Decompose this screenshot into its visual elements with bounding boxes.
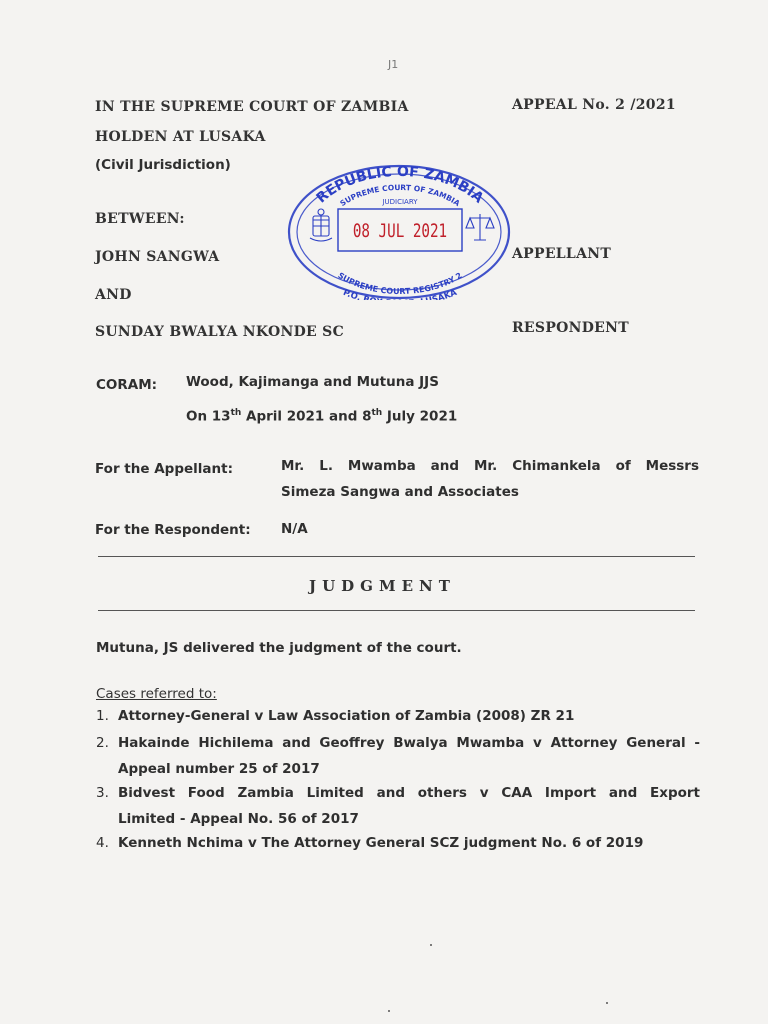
and-label: AND	[95, 287, 132, 303]
respondent-counsel-value: N/A	[281, 521, 308, 537]
coram-label: CORAM:	[96, 377, 158, 393]
cases-heading: Cases referred to:	[96, 686, 217, 702]
delivered-by: Mutuna, JS delivered the judgment of the court.	[96, 640, 462, 656]
respondent-counsel-label: For the Respondent:	[95, 522, 251, 538]
court-stamp	[286, 160, 512, 300]
respondent-role: RESPONDENT	[512, 320, 629, 336]
case-item-2: 2. Hakainde Hichilema and Geoffrey Bwalya Mwamba v Attorney General - Appeal number 25 of 2017	[96, 735, 700, 777]
hearing-dates: On 13th April 2021 and 8th July 2021	[186, 408, 458, 425]
scan-speck	[606, 1002, 608, 1004]
case-item-1: 1. Attorney-General v Law Association of Zambia (2008) ZR 21	[96, 708, 575, 724]
case-item-4: 4. Kenneth Nchima v The Attorney General SCZ judgment No. 6 of 2019	[96, 835, 644, 851]
appellant-name: JOHN SANGWA	[95, 249, 220, 265]
scales-of-justice-icon	[466, 214, 494, 240]
between-label: BETWEEN:	[95, 211, 185, 227]
appeal-number: APPEAL No. 2 /2021	[512, 97, 676, 113]
appellant-counsel-line1: Mr. L. Mwamba and Mr. Chimankela of Messrs	[281, 458, 699, 474]
appellant-role: APPELLANT	[512, 246, 612, 262]
stamp-sub-text: SUPREME COURT OF ZAMBIA	[338, 182, 462, 209]
judgment-title: JUDGMENT	[309, 577, 456, 595]
appellant-counsel-line2: Simeza Sangwa and Associates	[281, 484, 519, 500]
divider-top	[98, 556, 695, 557]
stamp-box: P.O. SAKA	[341, 287, 459, 300]
coat-of-arms-icon	[310, 209, 332, 241]
stamp-registry: SUPREME COURT REGISTRY 2	[336, 270, 464, 297]
stamp-judiciary: JUDICIARY	[382, 198, 418, 206]
page-number: J1	[388, 58, 399, 71]
court-name: IN THE SUPREME COURT OF ZAMBIA	[95, 99, 409, 115]
scan-speck	[388, 1010, 390, 1012]
case-item-3: 3. Bidvest Food Zambia Limited and others v CAA Import and Export Limited - Appeal No. 56 of 2017	[96, 785, 700, 827]
coram-judges: Wood, Kajimanga and Mutuna JJS	[186, 374, 439, 390]
jurisdiction: (Civil Jurisdiction)	[95, 157, 231, 173]
holden-at: HOLDEN AT LUSAKA	[95, 129, 266, 145]
respondent-name: SUNDAY BWALYA NKONDE SC	[95, 324, 345, 340]
divider-bottom	[98, 610, 695, 611]
court-stamp-seal	[286, 160, 512, 300]
scan-speck	[430, 944, 432, 946]
stamp-top-text: REPUBLIC OF ZAMBIA	[313, 163, 487, 207]
appellant-counsel-label: For the Appellant:	[95, 461, 233, 477]
stamp-date: 08 JUL 2021	[352, 220, 448, 242]
